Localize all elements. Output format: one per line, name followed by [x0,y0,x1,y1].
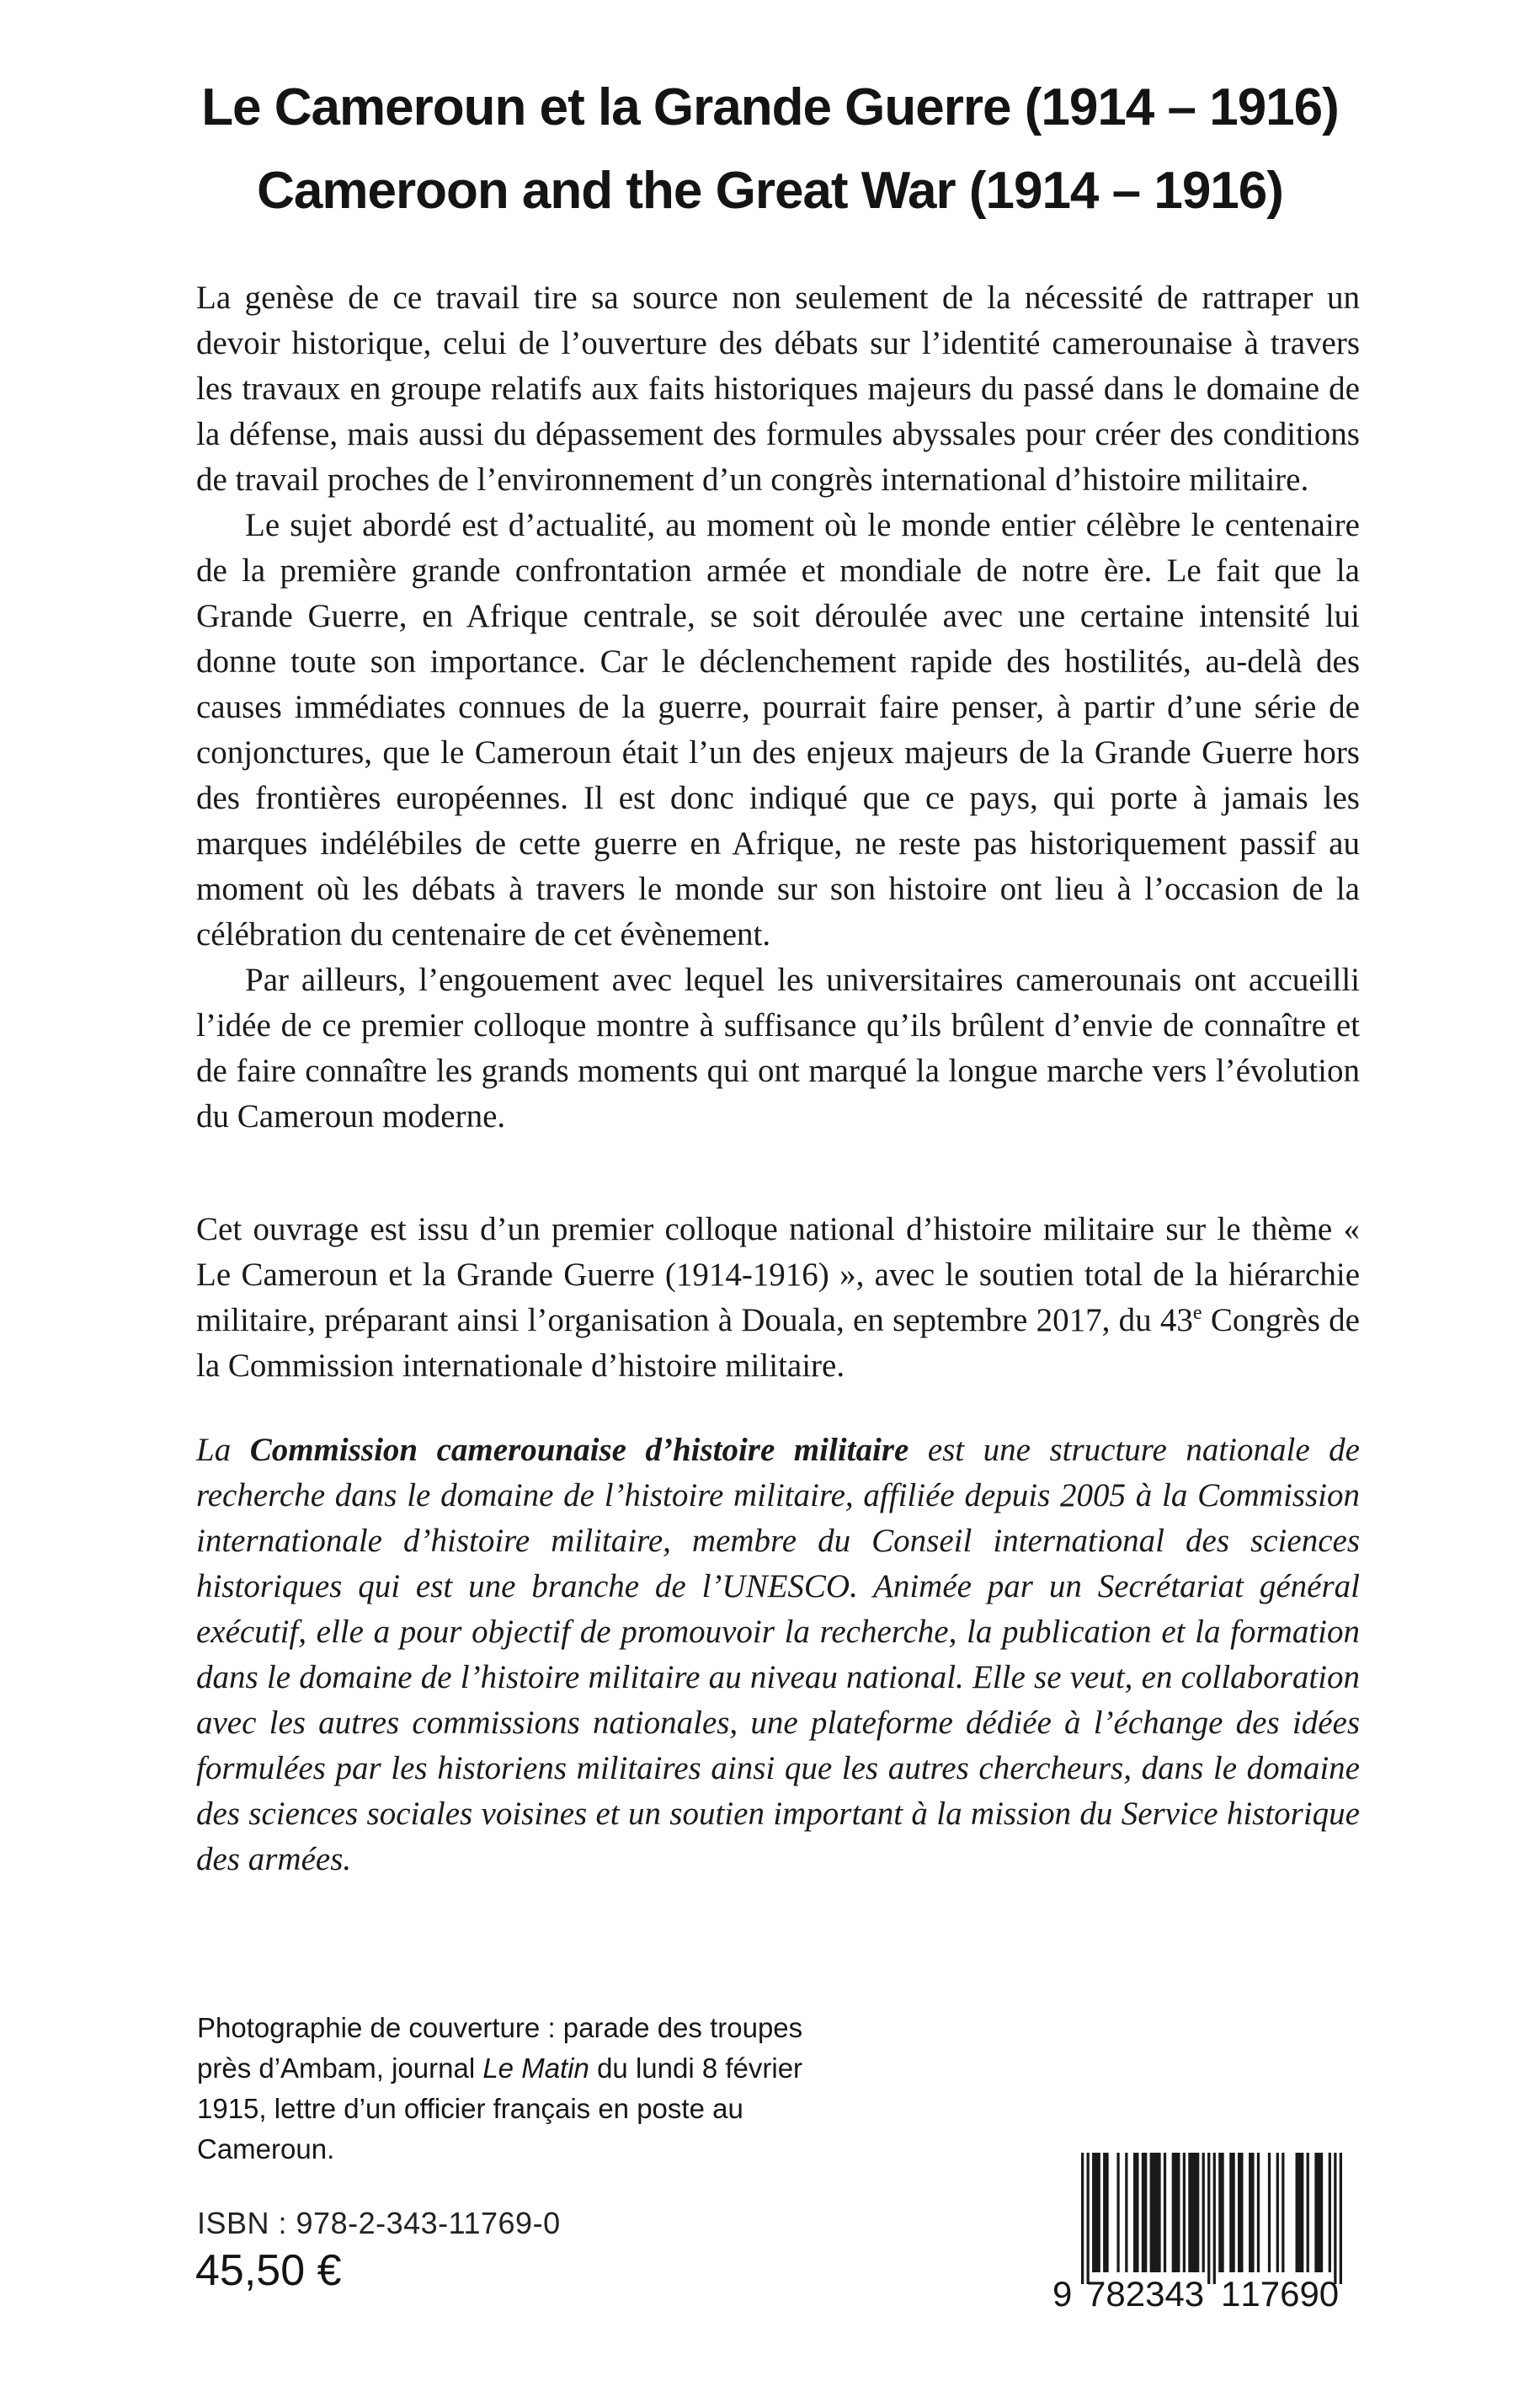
commission-description: est une structure nationale de recherche dans le domaine de l’histoire militaire, affiliée depuis 2005 à la Commission internationale d’histoire militaire, membre du Conseil international des sciences historiques qui est une branche de l’UNESCO. Animée par un Secrétariat général exécutif, elle a pour objectif de promouvoir la recherche, la publication et la formation dans le domaine de l’histoire militaire au niveau national. Elle se veut, en collaboration avec les autres commissions nationales, une plateforme dédiée à l’échange des idées formulées par les historiens militaires ainsi que les autres chercheurs, dans le domaine des sciences sociales voisines et un soutien important à la mission du Service historique des armées. [196,1432,1360,1877]
journal-name: Le Matin [482,2052,589,2084]
commission-name: Commission camerounaise d’histoire militaire [249,1432,909,1468]
cover-photo-caption [197,2008,862,2170]
barcode-digit: 1 [1221,2274,1241,2314]
barcode-digits-right [1221,2274,1340,2314]
barcode-digit: 7 [1086,2274,1106,2314]
barcode-bars [1081,2153,1342,2287]
barcode-digits-left [1086,2274,1205,2314]
barcode-digit: 7 [1260,2274,1281,2314]
barcode-digit: 8 [1106,2274,1126,2314]
paragraph-colloque [196,1207,1360,1389]
title-block [0,66,1540,232]
paragraph-genesis: La genèse de ce travail tire sa source non seulement de la nécessité de rattraper un devoir historique, celui de l’ouverture des débats sur l’identité camerounaise à travers les travaux en groupe relatifs aux faits historiques majeurs du passé dans le domaine de la défense, mais aussi du dépassement des formules abyssales pour créer des conditions de travail proches de l’environnement d’un congrès international d’histoire militaire. [196,280,1360,498]
barcode-digit: 6 [1280,2274,1300,2314]
isbn-text: ISBN : 978-2-343-11769-0 [197,2206,561,2240]
barcode-digit: 3 [1184,2274,1205,2314]
ordinal-superscript: e [1192,1301,1202,1324]
colloque-text-start: Cet ouvrage est issu d’un premier colloque national d’histoire militaire sur le thème « Le Cameroun et la Grande Guerre (1914-1916) », avec le soutien total de la hiérarchie militaire, préparant ainsi l’organisation à Douala, en septembre 2017, du 43 [196,1211,1360,1338]
title-french: Le Cameroun et la Grande Guerre (1914 – 1916) [201,78,1339,136]
paragraph-subject: Le sujet abordé est d’actualité, au moment où le monde entier célèbre le centenaire de la première grande confrontation armée et mondiale de notre ère. Le fait que la Grande Guerre, en Afrique centrale, se soit déroulée avec une certaine intensité lui donne toute son importance. Car le déclenchement rapide des hostilités, au-delà des causes immédiates connues de la guerre, pourrait faire penser, à partir d’une série de conjonctures, que le Cameroun était l’un des enjeux majeurs de la Grande Guerre hors des frontières européennes. Il est donc indiqué que ce pays, qui porte à jamais les marques indélébiles de cette guerre en Afrique, ne reste pas historiquement passif au moment où les débats à travers le monde sur son histoire ont lieu à l’occasion de la célébration du centenaire de cet évènement. [196,507,1360,953]
barcode-digit: 4 [1164,2274,1185,2314]
caption-text-end: du lundi 8 février 1915, lettre d’un officier français en poste au Cameroun. [197,2052,803,2164]
synopsis-block [196,275,1360,1882]
colloque-text-end: Congrès de la Commission internationale d’histoire militaire. [196,1302,1360,1384]
caption-text-start: Photographie de couverture : parade des troupes près d’Ambam, journal [197,2012,803,2084]
barcode-digit: 2 [1125,2274,1146,2314]
paragraph-enthusiasm: Par ailleurs, l’engouement avec lequel les universitaires camerounais ont accueilli l’idée de ce premier colloque montre à suffisance qu’ils brûlent d’envie de connaître et de faire connaître les grands moments qui ont marqué la longue marche vers l’évolution du Cameroun moderne. [196,962,1360,1134]
price-text: 45,50 € [195,2246,342,2295]
title-english: Cameroon and the Great War (1914 – 1916) [257,162,1283,220]
ean13-barcode [1052,2153,1342,2321]
barcode-digit: 1 [1240,2274,1260,2314]
paragraph-commission [196,1428,1360,1882]
barcode-digit: 9 [1299,2274,1319,2314]
barcode-digit-first: 9 [1052,2274,1073,2314]
barcode-digit: 0 [1319,2274,1340,2314]
commission-lead: La [196,1432,250,1468]
barcode-digit: 3 [1145,2274,1165,2314]
